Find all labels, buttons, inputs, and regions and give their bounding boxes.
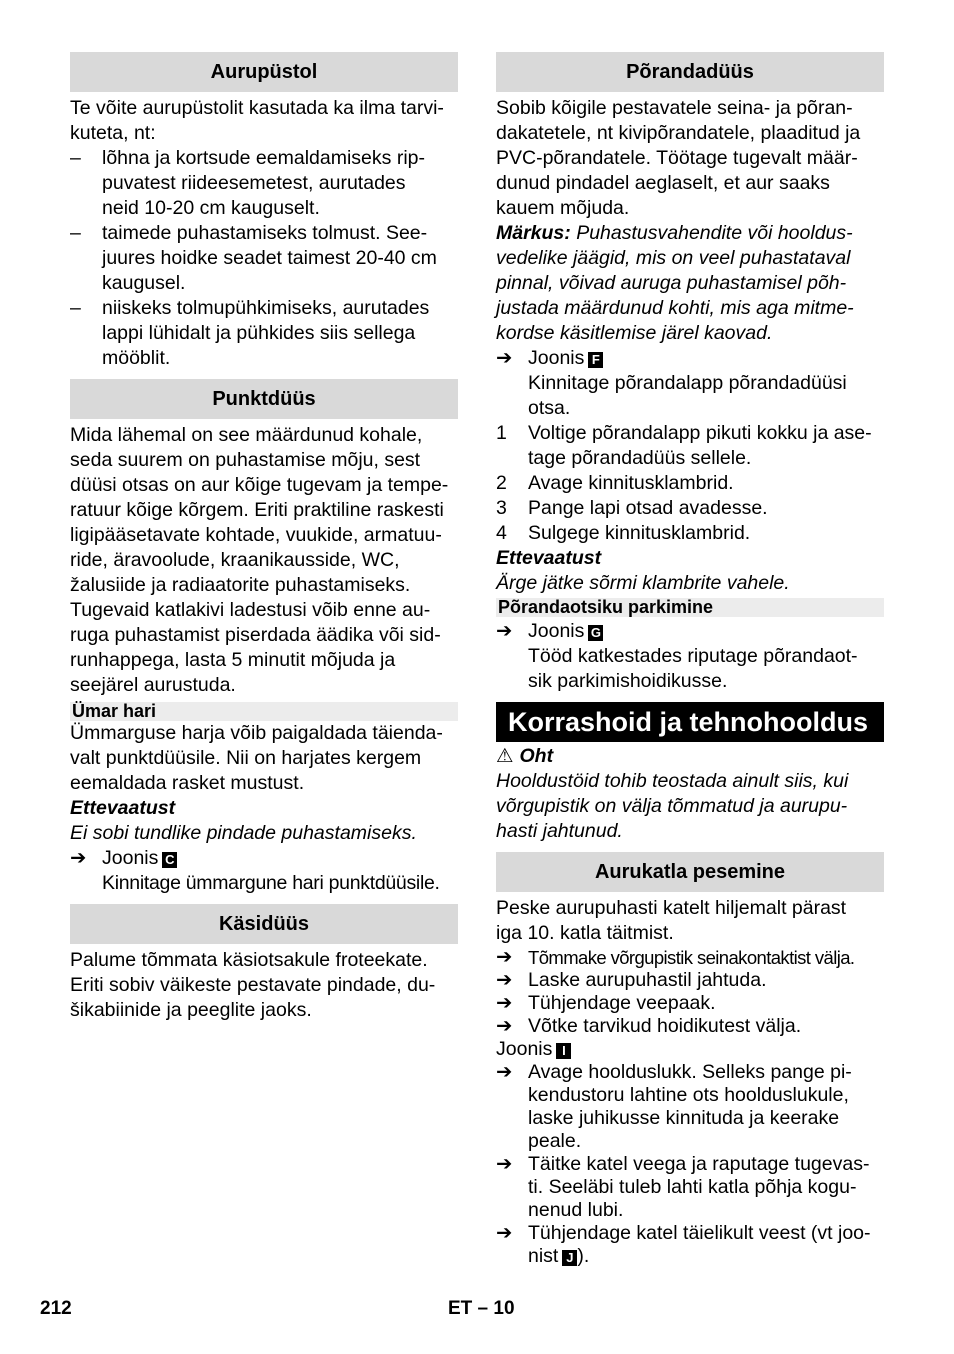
note-label: Märkus:	[496, 222, 571, 244]
arrow-icon: ➔	[496, 1222, 513, 1244]
list-item: ➔ Tõmmake võrgupistik seinakontaktist välja.	[496, 946, 855, 968]
list-item: ➔ Võtke tarvikud hoidikutest välja.	[496, 1015, 802, 1037]
caution-label: Ettevaatust	[70, 797, 176, 819]
aurupustol-intro-2: kuteta, nt:	[70, 122, 156, 144]
section-heading-aurupustol: Aurupüstol	[70, 52, 458, 92]
umar-hari-text: Ümmarguse harja võib paigaldada täienda- valt punktdüüsile. Nii on harjates kergem eemaldada rasket mustust.	[70, 722, 443, 794]
section-heading-punktduus: Punktdüüs	[70, 379, 458, 419]
list-item: ➔ Laske aurupuhastil jahtuda.	[496, 969, 767, 991]
list-item: – niiskeks tolmupühkimiseks, aurutades lappi lühidalt ja pühkides siis sellega mööblit.	[70, 297, 430, 369]
page-number: 212	[40, 1298, 72, 1319]
figure-badge: I	[556, 1043, 571, 1059]
list-item: – taimede puhastamiseks tolmust. See- juures hoidke seadet taimest 20-40 cm kaugusel.	[70, 222, 437, 294]
section-heading-aurukatla: Aurukatla pesemine	[496, 852, 884, 892]
arrow-icon: ➔	[496, 992, 513, 1014]
caution-text: Ärge jätke sõrmi klambrite vahele.	[496, 572, 790, 594]
arrow-icon: ➔	[496, 1153, 513, 1175]
numbered-step: 2 Avage kinnitusklambrid.	[496, 472, 734, 494]
figure-instruction: Tööd katkestades riputage põrandaot- sik parkimishoidikusse.	[528, 645, 858, 692]
figure-reference: Joonis I	[496, 1038, 884, 1061]
porandaduus-text: Sobib kõigile pestavatele seina- ja põran- dakatetele, nt kivipõrandatele, plaaditud ja PVC-põrandatele. Töötage tugevalt määr- dunud pindadel aeglaselt, et aur saaks kauem mõjuda.	[496, 97, 861, 219]
caution-label: Ettevaatust	[496, 547, 602, 569]
arrow-icon: ➔	[70, 847, 87, 869]
figure-reference: ➔ Joonis G	[496, 619, 884, 644]
list-item: ➔ Avage hoolduslukk. Selleks pange pi- kendustoru lahtine ots hoolduslukule, laske juhikusse kinnituda ja keerake peale.	[496, 1061, 852, 1152]
figure-badge: F	[588, 352, 603, 368]
numbered-step: 3 Pange lapi otsad avadesse.	[496, 497, 768, 519]
list-item: ➔ Tühjendage veepaak.	[496, 992, 716, 1014]
figure-badge: C	[162, 852, 177, 868]
subheading-parkimine: Põrandaotsiku parkimine	[496, 598, 884, 617]
arrow-icon: ➔	[496, 1015, 513, 1037]
left-column	[70, 52, 458, 1023]
arrow-icon: ➔	[496, 347, 513, 369]
figure-reference: ➔ Joonis C	[70, 846, 458, 871]
danger-label: ⚠ Oht	[496, 745, 554, 767]
warning-icon: ⚠	[496, 745, 514, 767]
aurukatla-text: Peske aurupuhasti katelt hiljemalt pärast iga 10. katla täitmist.	[496, 897, 847, 944]
caution-text: Ei sobi tundlike pindade puhastamiseks.	[70, 822, 417, 844]
arrow-icon: ➔	[496, 620, 513, 642]
figure-instruction: Kinnitage ümmargune hari punktdüüsile.	[102, 872, 440, 894]
figure-badge: G	[588, 625, 603, 641]
section-marker: ET – 10	[448, 1298, 515, 1319]
section-heading-porandaduus: Põrandadüüs	[496, 52, 884, 92]
list-item: – lõhna ja kortsude eemaldamiseks rip- puvatest riideesemetest, aurutades neid 10-20 cm kauguselt.	[70, 147, 425, 219]
subheading-umar-hari: Ümar hari	[70, 702, 458, 721]
figure-instruction: Kinnitage põrandalapp põrandadüüsi otsa.	[528, 372, 847, 419]
right-column	[496, 52, 884, 1268]
chapter-heading: Korrashoid ja tehnohooldus	[496, 702, 884, 742]
arrow-icon: ➔	[496, 1061, 513, 1083]
arrow-icon: ➔	[496, 946, 513, 968]
kasiduus-text: Palume tõmmata käsiotsakule froteekate. Eriti sobiv väikeste pestavate pindade, du- šikabiinide ja peeglite jaoks.	[70, 949, 436, 1021]
figure-badge: J	[562, 1250, 577, 1266]
note: Märkus: Puhastusvahendite või hooldus- vedelike jäägid, mis on veel puhastataval pinnal, võivad auruga puhastamisel põh- justada määrdunud kohti, mis aga mitme- kordse käsitlemise järel kaovad.	[496, 222, 854, 344]
list-item: ➔ Tühjendage katel täielikult veest (vt joo- nist J ).	[496, 1222, 871, 1267]
numbered-step: 4 Sulgege kinnitusklambrid.	[496, 522, 751, 544]
numbered-step: 1 Voltige põrandalapp pikuti kokku ja ase- tage põrandadüüs sellele.	[496, 422, 872, 469]
figure-reference: ➔ Joonis F	[496, 346, 884, 371]
punktduus-text: Mida lähemal on see määrdunud kohale, seda suurem on puhastamise mõju, sest düüsi otsas on aur kõige tugevam ja tempe- ratuur kõige kõrgem. Eriti praktiline raskesti ligipääsetavate kohtade, vuukide, armatuu- ride, äravoolude, kraanikausside, WC, žalusiide ja radiaatorite puhastamiseks. Tugevaid katlakivi ladestusi võib enne au- ruga puhastamist piserdada äädika või sid- runhappega, lasta 5 minutit mõjuda ja seejärel aurustuda.	[70, 424, 449, 696]
section-heading-kasiduus: Käsidüüs	[70, 904, 458, 944]
danger-text: Hooldustöid tohib teostada ainult siis, kui võrgupistik on välja tõmmatud ja aurupu- hasti jahtunud.	[496, 770, 849, 842]
arrow-icon: ➔	[496, 969, 513, 991]
list-item: ➔ Täitke katel veega ja raputage tugevas- ti. Seeläbi tuleb lahti katla põhja kogu- nenud lubi.	[496, 1153, 870, 1221]
aurupustol-intro-1: Te võite aurupüstolit kasutada ka ilma tarvi-	[70, 97, 444, 119]
